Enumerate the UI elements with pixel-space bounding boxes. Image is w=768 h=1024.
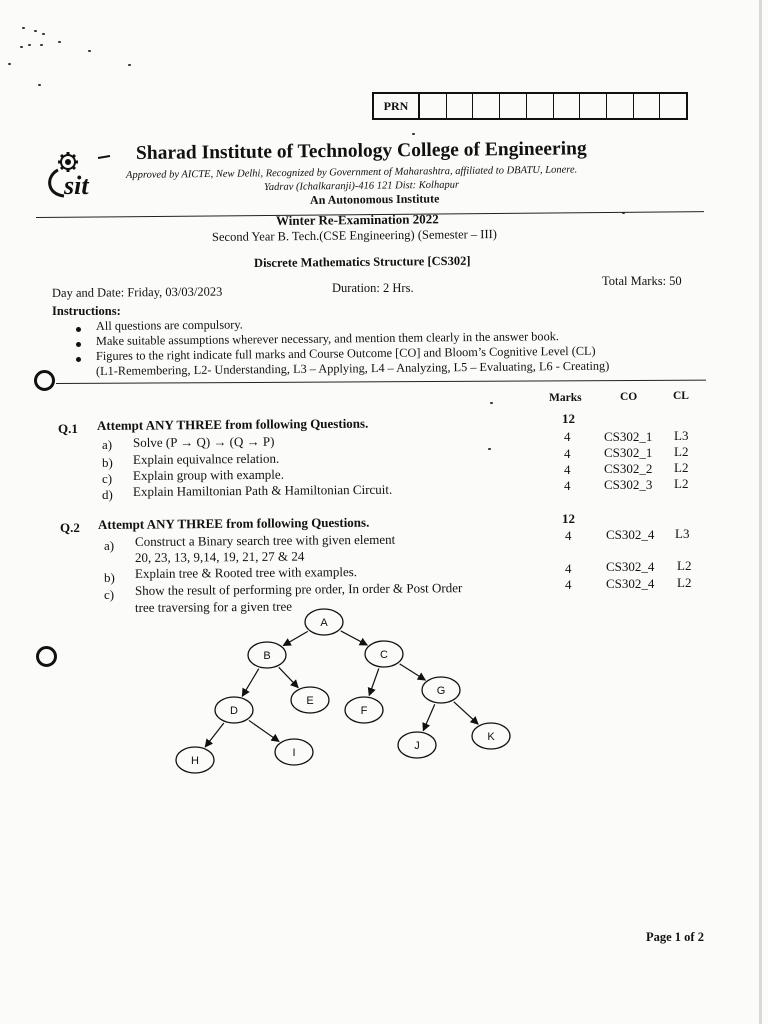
part-marks: 4 <box>565 577 572 592</box>
prn-cell[interactable] <box>420 94 447 118</box>
part-marks: 4 <box>564 429 571 444</box>
question-heading: Attempt ANY THREE from following Questions. <box>96 415 369 433</box>
prn-cell[interactable] <box>500 94 527 118</box>
part-co: CS302_4 <box>606 527 655 542</box>
tree-node-label: K <box>487 731 495 743</box>
part-text: Explain Hamiltonian Path & Hamiltonian Circuit. <box>132 481 393 499</box>
part-co: CS302_4 <box>606 559 655 574</box>
binder-hole-icon <box>34 370 55 391</box>
institute-name: Sharad Institute of Technology College of Engineering <box>135 138 587 164</box>
tree-node-label: C <box>380 649 388 661</box>
part-text-continuation: 20, 23, 13, 9,14, 19, 21, 27 & 24 <box>134 548 305 565</box>
tree-node-E <box>291 687 329 713</box>
tree-node-G <box>422 677 460 703</box>
instruction-item: All questions are compulsory. <box>95 317 243 333</box>
marks-column-header: Marks <box>549 392 582 404</box>
scan-speck <box>412 133 415 135</box>
prn-cell[interactable] <box>607 94 634 118</box>
prn-cell[interactable] <box>660 94 686 118</box>
instruction-item: Make suitable assumptions wherever necessary, and mention them clearly in the answer book. <box>95 329 559 348</box>
part-cl: L3 <box>675 526 690 541</box>
part-text-continuation: tree traversing for a given tree <box>134 598 293 615</box>
scan-speck <box>34 30 37 32</box>
scan-speck <box>8 63 11 65</box>
tree-edge-B-D <box>242 669 259 697</box>
part-label: a) <box>104 538 115 553</box>
part-marks: 4 <box>565 528 572 543</box>
part-text: Solve (P → Q) → (Q → P) <box>132 433 275 450</box>
part-label: b) <box>102 455 113 470</box>
tree-edge-G-J <box>423 704 435 730</box>
prn-cell[interactable] <box>473 94 500 118</box>
part-label: c) <box>104 587 115 602</box>
part-marks: 4 <box>564 462 571 477</box>
bullet-icon <box>76 357 81 362</box>
scan-speck <box>42 33 45 35</box>
tree-edge-G-K <box>454 702 478 724</box>
tree-edge-C-G <box>400 664 426 680</box>
prn-cell[interactable] <box>580 94 607 118</box>
page-number: Page 1 of 2 <box>646 930 704 944</box>
exam-duration: Duration: 2 Hrs. <box>332 281 414 295</box>
autonomous-status: An Autonomous Institute <box>309 191 440 207</box>
question-number: Q.2 <box>60 520 80 535</box>
part-cl: L2 <box>674 444 689 459</box>
tree-node-label: B <box>263 650 271 662</box>
tree-node-K <box>472 723 510 749</box>
subject-title: Discrete Mathematics Structure [CS302] <box>253 253 471 270</box>
binder-hole-icon <box>36 646 57 667</box>
part-label: b) <box>104 570 115 585</box>
exam-title: Winter Re-Examination 2022 <box>275 211 439 228</box>
part-cl: L2 <box>674 476 689 491</box>
address-line: Yadrav (Ichalkaranji)-416 121 Dist: Kolhapur <box>263 179 460 193</box>
tree-node-I <box>275 739 313 765</box>
prn-box[interactable] <box>372 92 688 120</box>
instruction-continuation: (L1-Remembering, L2- Understanding, L3 – Applying, L4 – Analyzing, L5 – Evaluating, L6 - Creating) <box>95 358 610 378</box>
part-cl: L2 <box>674 460 689 475</box>
part-co: CS302_1 <box>604 445 653 460</box>
part-cl: L3 <box>674 428 689 443</box>
tree-edge-A-C <box>341 631 368 645</box>
tree-edge-D-I <box>249 720 279 741</box>
question-heading: Attempt ANY THREE from following Questions. <box>97 514 370 532</box>
tree-node-C <box>365 641 403 667</box>
prn-cell[interactable] <box>527 94 554 118</box>
logo-letters: sit <box>64 171 89 200</box>
part-co: CS302_2 <box>604 461 653 476</box>
cl-column-header: CL <box>673 390 689 402</box>
scan-speck <box>88 50 91 52</box>
tree-node-label: D <box>230 705 238 717</box>
scan-speck <box>490 402 493 404</box>
prn-cell[interactable] <box>634 94 661 118</box>
scan-speck <box>128 64 131 66</box>
instruction-item: Figures to the right indicate full marks and Course Outcome [CO] and Bloom’s Cognitive Level (CL) <box>95 343 596 363</box>
tree-node-label: J <box>414 740 420 752</box>
tree-edge-A-B <box>283 631 308 645</box>
tree-node-label: I <box>292 747 296 759</box>
prn-cell[interactable] <box>554 94 581 118</box>
instructions-divider <box>56 380 706 384</box>
institute-logo-icon <box>44 150 116 202</box>
part-marks: 4 <box>564 446 571 461</box>
scan-speck <box>40 44 43 46</box>
tree-node-label: A <box>320 617 328 629</box>
bullet-icon <box>76 342 81 347</box>
prn-label: PRN <box>374 94 420 118</box>
part-co: CS302_4 <box>606 576 655 591</box>
tree-node-J <box>398 732 436 758</box>
part-text: Explain group with example. <box>132 466 284 483</box>
total-marks: Total Marks: 50 <box>602 274 682 288</box>
question-total-marks: 12 <box>562 411 575 426</box>
scan-speck <box>488 448 491 450</box>
part-co: CS302_3 <box>604 477 653 492</box>
part-label: a) <box>102 437 113 452</box>
part-text: Show the result of performing pre order, In order & Post Order <box>134 580 463 598</box>
tree-node-D <box>215 697 253 723</box>
tree-edge-B-E <box>279 667 298 687</box>
part-text: Explain tree & Rooted tree with examples. <box>134 564 358 581</box>
prn-cell[interactable] <box>447 94 474 118</box>
part-marks: 4 <box>565 561 572 576</box>
part-text: Explain equivalnce relation. <box>132 450 280 467</box>
part-co: CS302_1 <box>604 429 653 444</box>
bullet-icon <box>76 327 81 332</box>
scan-speck <box>58 41 61 43</box>
scan-speck <box>38 84 41 86</box>
tree-node-label: G <box>436 685 446 697</box>
question-total-marks: 12 <box>562 511 575 526</box>
scan-speck <box>28 44 31 46</box>
year-line: Second Year B. Tech.(CSE Engineering) (Semester – III) <box>211 227 497 244</box>
tree-node-A <box>305 609 343 635</box>
part-cl: L2 <box>677 558 692 573</box>
tree-node-label: E <box>306 695 314 707</box>
tree-node-F <box>345 697 383 723</box>
part-label: d) <box>102 487 113 502</box>
tree-node-H <box>176 747 214 773</box>
tree-edge-D-H <box>205 723 224 747</box>
exam-date: Day and Date: Friday, 03/03/2023 <box>51 284 223 300</box>
tree-edge-C-F <box>369 669 379 696</box>
co-column-header: CO <box>620 391 638 403</box>
part-marks: 4 <box>564 478 571 493</box>
scan-speck <box>22 27 25 29</box>
tree-node-label: F <box>360 705 368 717</box>
part-text: Construct a Binary search tree with given element <box>134 531 396 549</box>
part-cl: L2 <box>677 575 692 590</box>
scan-edge <box>759 0 762 1024</box>
scan-speck <box>20 46 23 48</box>
question-number: Q.1 <box>58 421 78 436</box>
tree-node-label: H <box>191 755 199 767</box>
tree-node-B <box>248 642 286 668</box>
approval-line: Approved by AICTE, New Delhi, Recognized by Government of Maharashtra, affiliated to DBATU, Lonere. <box>125 164 578 181</box>
instructions-heading: Instructions: <box>52 304 121 318</box>
binary-tree-diagram <box>160 600 540 780</box>
part-label: c) <box>102 471 113 486</box>
